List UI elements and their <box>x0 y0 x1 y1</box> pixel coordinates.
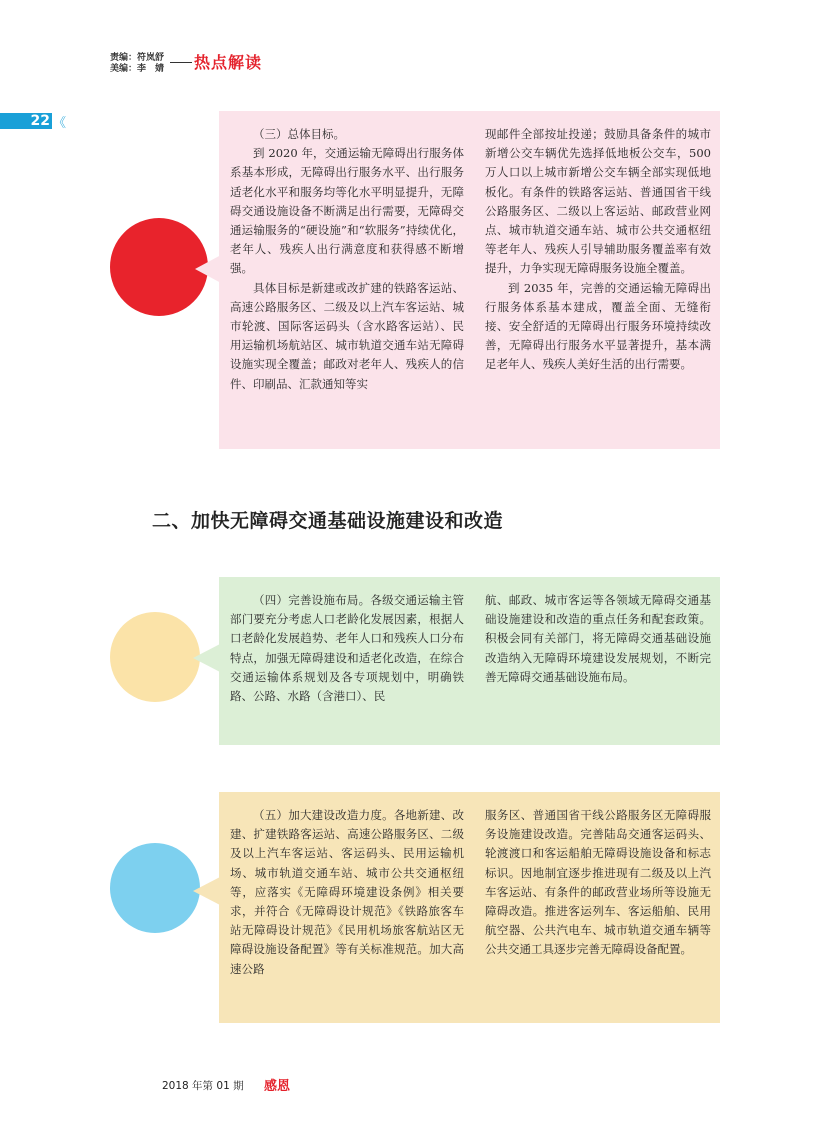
goals-right-column <box>485 125 711 375</box>
layout-right-column <box>485 591 711 687</box>
box2-pointer <box>193 644 220 672</box>
paragraph: （五）加大建设改造力度。各地新建、改建、扩建铁路客运站、高速公路服务区、二级及以上汽车客运站、客运码头、民用运输机场、城市轨道交通车站、城市公共交通枢纽等，应落实《无障碍环境建设条例》相关要求，并符合《无障碍设计规范》《铁路旅客车站无障碍设计规范》《民用机场旅客航站区无障碍设施设备配置》等有关标准规范。加大高速公路 <box>230 808 464 976</box>
section-heading: 二、加快无障碍交通基础设施建设和改造 <box>152 510 504 532</box>
red-circle-decoration <box>110 218 208 316</box>
editor-line-2: 美编：李 婧 <box>110 64 165 74</box>
section-title: 热点解读 <box>194 53 263 72</box>
editor-line-1: 责编：符岚舒 <box>110 53 165 63</box>
construction-box <box>219 792 720 1023</box>
header-rule <box>170 62 192 63</box>
paragraph: 到 2020 年，交通运输无障碍出行服务体系基本形成，无障碍出行服务水平、出行服务适老化水平和服务均等化水平明显提升，无障碍交通设施设备不断满足出行需要，无障碍交通运输服务的“硬设施”和“软服务”持续优化，老年人、残疾人出行满意度和获得感不断增强。 <box>230 146 464 276</box>
construction-left-column <box>230 806 464 979</box>
layout-left-column <box>230 591 464 706</box>
yellow-circle-decoration <box>110 612 200 702</box>
paragraph: 现邮件全部按址投递；鼓励具备条件的城市新增公交车辆优先选择低地板公交车，500 万人口以上城市新增公交车辆全部实现低地板化。有条件的铁路客运站、普通国省干线公路服务区、二级以上客运站、邮政营业网点、城市轨道交通车站、城市公共交通枢纽等老年人、残疾人引导辅助服务覆盖率有效提升，力争实现无障碍服务设施全覆盖。 <box>485 127 711 276</box>
paragraph: 到 2035 年，完善的交通运输无障碍出行服务体系基本建成，覆盖全面、无缝衔接、安全舒适的无障碍出行服务环境持续改善，无障碍出行服务水平显著提升，基本满足老年人、残疾人美好生活的出行需要。 <box>485 280 711 372</box>
paragraph: 具体目标是新建或改扩建的铁路客运站、高速公路服务区、二级及以上汽车客运站、城市轮渡、国际客运码头（含水路客运站）、民用运输机场航站区、城市轨道交通车站无障碍设施实现全覆盖；邮政对老年人、残疾人的信件、印刷品、汇款通知等实 <box>230 280 464 391</box>
box3-pointer <box>193 877 220 905</box>
paragraph: 航、邮政、城市客运等各领域无障碍交通基础设施建设和改造的重点任务和配套政策。积极会同有关部门，将无障碍交通基础设施改造纳入无障碍环境建设发展规划，不断完善无障碍交通基础设施布局。 <box>485 593 711 684</box>
box1-pointer <box>195 255 221 283</box>
goals-box <box>219 111 720 449</box>
issue-label: 2018 年第 01 期 <box>162 1080 244 1092</box>
page-number: 22 <box>30 113 50 129</box>
editor-credits <box>110 53 164 75</box>
page-arrow-icon: 《 <box>53 116 67 131</box>
goals-left-column <box>230 125 464 394</box>
paragraph: （四）完善设施布局。各级交通运输主管部门要充分考虑人口老龄化发展因素，根据人口老龄化发展趋势、老年人口和残疾人口分布特点，加强无障碍建设和适老化改造，在综合交通运输体系规划及各专项规划中，明确铁路、公路、水路（含港口）、民 <box>230 593 464 704</box>
blue-circle-decoration <box>110 843 200 933</box>
layout-box <box>219 577 720 745</box>
construction-right-column <box>485 806 711 960</box>
paragraph: （三）总体目标。 <box>253 127 345 141</box>
magazine-logo: 感恩 <box>264 1079 291 1094</box>
paragraph: 服务区、普通国省干线公路服务区无障碍服务设施建设改造。完善陆岛交通客运码头、轮渡渡口和客运船舶无障碍设施设备和标志标识。因地制宜逐步推进现有二级及以上汽车客运站、有条件的邮政营业场所等设施无障碍改造。推进客运列车、客运船舶、民用航空器、公共汽电车、城市轨道交通车辆等公共交通工具逐步完善无障碍设备配置。 <box>485 808 711 957</box>
